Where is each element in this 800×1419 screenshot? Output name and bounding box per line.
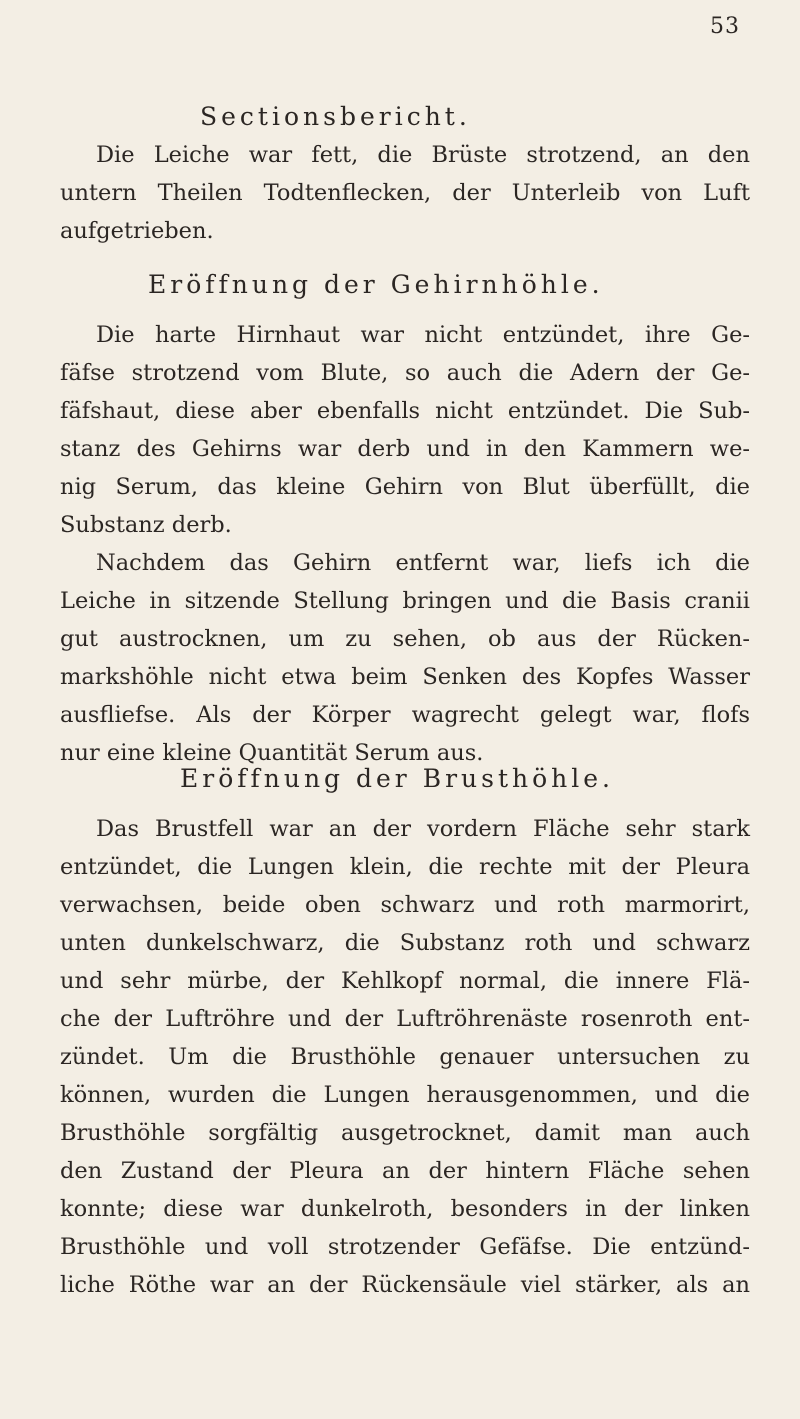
section-heading: Eröffnung der Brusthöhle. <box>180 764 614 793</box>
section-sectionsbericht <box>60 98 750 250</box>
text-line: Substanz derb. <box>60 512 232 538</box>
text-line: Brusthöhle und voll strotzender Gefäfse. Die entzünd- <box>60 1234 750 1260</box>
paragraph <box>60 544 750 772</box>
text-line: entzündet, die Lungen klein, die rechte mit der Pleura <box>60 854 750 880</box>
text-line: Nachdem das Gehirn entfernt war, liefs ich die <box>96 550 750 576</box>
text-line: Brusthöhle sorgfältig ausgetrocknet, damit man auch <box>60 1120 750 1146</box>
text-line: und sehr mürbe, der Kehlkopf normal, die innere Flä- <box>60 968 750 994</box>
section-gehirnhoehle <box>60 266 750 772</box>
text-line: fäfshaut, diese aber ebenfalls nicht entzündet. Die Sub- <box>60 398 750 424</box>
text-line: zündet. Um die Brusthöhle genauer untersuchen zu <box>60 1044 750 1070</box>
text-line: markshöhle nicht etwa beim Senken des Kopfes Wasser <box>60 664 750 690</box>
paragraph <box>60 136 750 250</box>
text-line: unten dunkelschwarz, die Substanz roth und schwarz <box>60 930 750 956</box>
text-line: stanz des Gehirns war derb und in den Kammern we- <box>60 436 750 462</box>
text-line: konnte; diese war dunkelroth, besonders in der linken <box>60 1196 750 1222</box>
text-line: Die harte Hirnhaut war nicht entzündet, ihre Ge- <box>96 322 750 348</box>
text-line: Leiche in sitzende Stellung bringen und die Basis cranii <box>60 588 750 614</box>
text-line: che der Luftröhre und der Luftröhrenäste rosenroth ent- <box>60 1006 750 1032</box>
paragraph <box>60 316 750 544</box>
text-line: verwachsen, beide oben schwarz und roth marmorirt, <box>60 892 750 918</box>
text-line: den Zustand der Pleura an der hintern Fläche sehen <box>60 1158 750 1184</box>
text-line: aufgetrieben. <box>60 218 214 244</box>
text-line: Das Brustfell war an der vordern Fläche sehr stark <box>96 816 750 842</box>
text-line: nur eine kleine Quantität Serum aus. <box>60 740 484 766</box>
text-line: liche Röthe war an der Rückensäule viel stärker, als an <box>60 1272 750 1298</box>
text-line: Die Leiche war fett, die Brüste strotzend, an den <box>96 142 750 168</box>
text-line: untern Theilen Todtenflecken, der Unterleib von Luft <box>60 180 750 206</box>
text-line: nig Serum, das kleine Gehirn von Blut überfüllt, die <box>60 474 750 500</box>
text-line: können, wurden die Lungen herausgenommen, und die <box>60 1082 750 1108</box>
section-heading: Eröffnung der Gehirnhöhle. <box>148 270 604 299</box>
paragraph <box>60 810 750 1304</box>
section-brusthoehle <box>60 760 750 1304</box>
section-heading: Sectionsbericht. <box>200 102 471 131</box>
page-number: 53 <box>710 14 740 39</box>
text-line: gut austrocknen, um zu sehen, ob aus der Rücken- <box>60 626 750 652</box>
text-line: ausfliefse. Als der Körper wagrecht gelegt war, flofs <box>60 702 750 728</box>
text-line: fäfse strotzend vom Blute, so auch die Adern der Ge- <box>60 360 750 386</box>
